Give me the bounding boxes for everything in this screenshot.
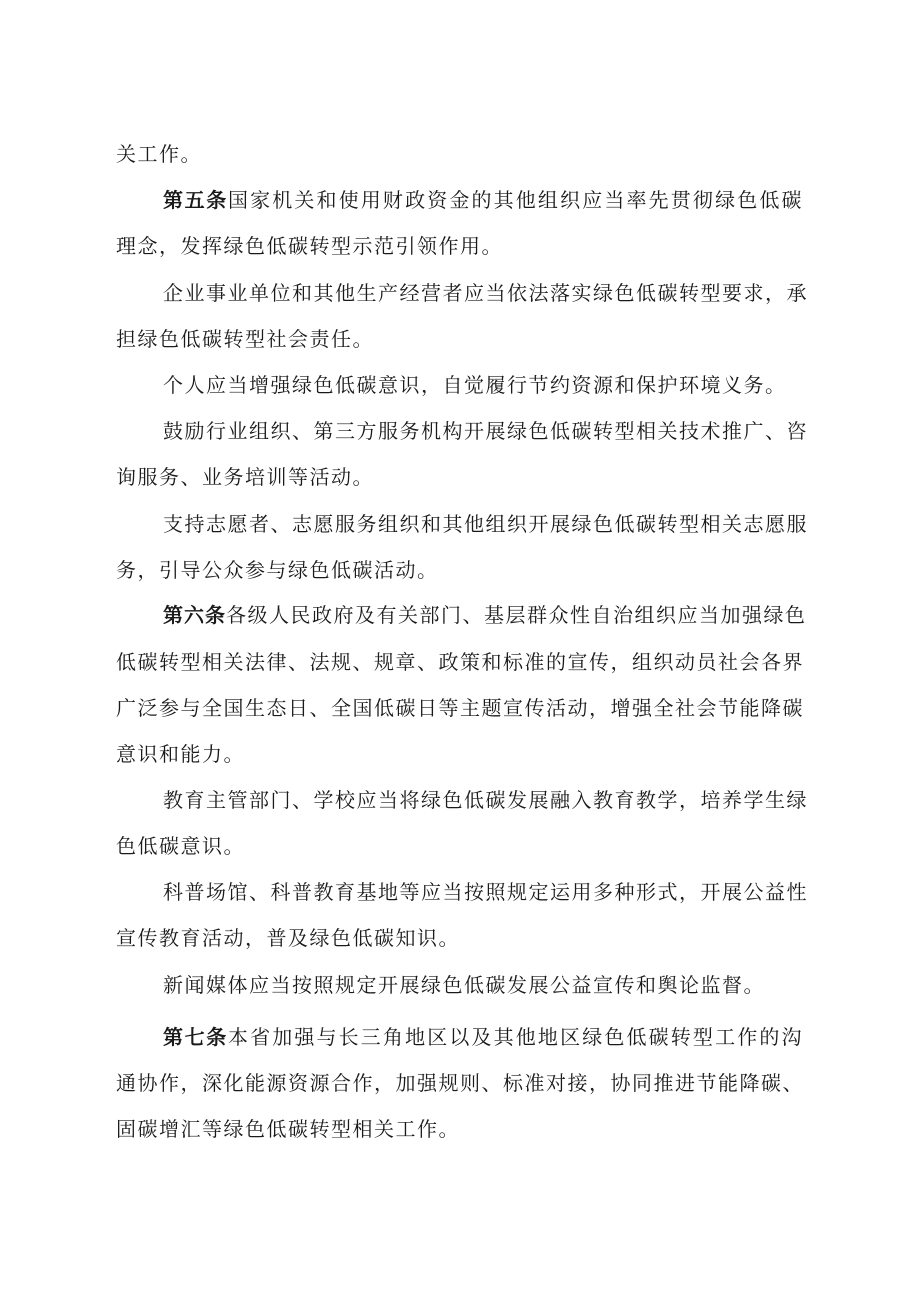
line-text: 国家机关和使用财政资金的其他组织应当率先贯彻绿色低碳: [227, 188, 804, 212]
article-7-heading-line: [163, 1025, 803, 1049]
line-text: 鼓励行业组织、第三方服务机构开展绿色低碳转型相关技术推广、咨: [163, 419, 808, 443]
article-label: 第六条: [163, 603, 226, 627]
line-text: 企业事业单位和其他生产经营者应当依法落实绿色低碳转型要求，承: [163, 281, 808, 305]
line-text: 低碳转型相关法律、法规、规章、政策和标准的宣传，组织动员社会各界: [116, 650, 804, 674]
line-text: 支持志愿者、志愿服务组织和其他组织开展绿色低碳转型相关志愿服: [163, 512, 808, 536]
line-text: 宣传教育活动，普及绿色低碳知识。: [116, 926, 460, 950]
article-6-heading-line: [163, 603, 807, 627]
text-line: [116, 142, 202, 166]
line-text: 各级人民政府及有关部门、基层群众性自治组织应当加强绿色: [226, 603, 807, 627]
text-line: [116, 327, 374, 351]
line-text: 担绿色低碳转型社会责任。: [116, 327, 374, 351]
line-text: 教育主管部门、学校应当将绿色低碳发展融入教育教学，培养学生绿: [163, 788, 808, 812]
line-text: 通协作，深化能源资源合作，加强规则、标准对接，协同推进节能降碳、: [116, 1071, 804, 1095]
text-line: [116, 234, 503, 258]
text-line: [116, 1071, 803, 1095]
text-line: [116, 465, 374, 489]
text-line: [116, 926, 460, 950]
article-label: 第七条: [163, 1025, 228, 1049]
text-line: [163, 419, 808, 443]
line-text: 色低碳意识。: [116, 834, 245, 858]
text-line: [163, 281, 808, 305]
article-label: 第五条: [163, 188, 228, 212]
text-line: [116, 696, 803, 720]
line-text: 固碳增汇等绿色低碳转型相关工作。: [116, 1117, 460, 1141]
article-5-heading-line: [163, 188, 803, 212]
line-text: 关工作。: [116, 142, 202, 166]
line-text: 个人应当增强绿色低碳意识，自觉履行节约资源和保护环境义务。: [163, 373, 787, 397]
line-text: 理念，发挥绿色低碳转型示范引领作用。: [116, 234, 503, 258]
line-text: 意识和能力。: [116, 742, 245, 766]
line-text: 询服务、业务培训等活动。: [116, 465, 374, 489]
text-line: [163, 512, 808, 536]
text-line: [163, 880, 808, 904]
text-line: [116, 1117, 460, 1141]
text-line: [116, 650, 803, 674]
line-text: 科普场馆、科普教育基地等应当按照规定运用多种形式，开展公益性: [163, 880, 808, 904]
text-line: [163, 973, 765, 997]
text-line: [116, 834, 245, 858]
text-line: [163, 788, 808, 812]
line-text: 广泛参与全国生态日、全国低碳日等主题宣传活动，增强全社会节能降碳: [116, 696, 804, 720]
line-text: 新闻媒体应当按照规定开展绿色低碳发展公益宣传和舆论监督。: [163, 973, 765, 997]
line-text: 本省加强与长三角地区以及其他地区绿色低碳转型工作的沟: [227, 1025, 804, 1049]
text-line: [163, 373, 787, 397]
text-line: [116, 742, 245, 766]
text-line: [116, 558, 439, 582]
line-text: 务，引导公众参与绿色低碳活动。: [116, 558, 439, 582]
